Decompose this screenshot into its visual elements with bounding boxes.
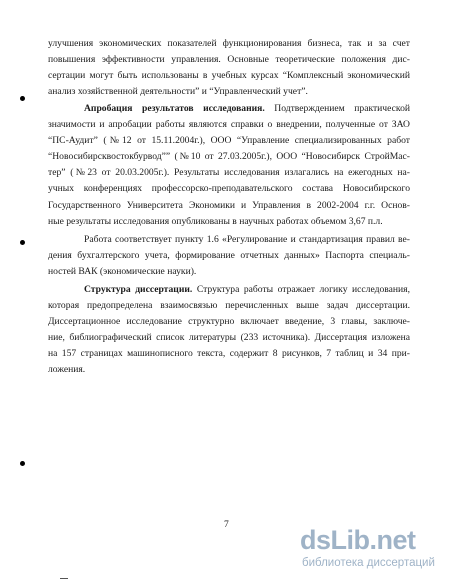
section-heading-structure: Структура диссертации. xyxy=(84,284,193,295)
scan-mark-dash xyxy=(60,578,68,579)
scan-mark-dot xyxy=(20,96,25,101)
text-line: “ПС-Аудит” (№12 от 15.11.2004г.), ООО “Управление специализированных работ xyxy=(48,135,410,147)
section-heading-approbation: Апробация результатов исследования. xyxy=(84,103,265,114)
text-line: тер” (№23 от 20.03.2005г.). Результаты исследования излагались на ежегодных на- xyxy=(48,167,410,179)
text-line: Диссертационное исследование структурно включает введение, 3 главы, заключе- xyxy=(48,316,410,328)
scan-mark-dot xyxy=(20,240,25,245)
text-line: ные результаты исследования опубликованы в научных работах объемом 3,67 п.л. xyxy=(48,215,383,227)
text-line: “Новосибирсквостокбурвод”” (№10 от 27.03.2005г.), ООО “Новосибирск СтройМас- xyxy=(48,151,410,163)
text-line xyxy=(48,101,410,117)
text-line: ложения. xyxy=(48,364,86,376)
text-line: ние, библиографический список литературы (233 источника). Диссертация изложена xyxy=(48,332,410,344)
paragraph-approbation xyxy=(48,101,410,230)
text-line: ностей ВАК (экономические науки). xyxy=(48,266,197,278)
text-line: дения бухгалтерского учета, формирование отчетных данных» Паспорта специаль- xyxy=(48,250,410,262)
text-line: Государственного Университета Экономики и Управления в 2002-2004 г.г. Основ- xyxy=(48,199,410,211)
text-line: повышения эффективности управления. Основные теоретические положения дис- xyxy=(48,54,410,66)
text-run: Подтверждением практической xyxy=(264,103,410,114)
paragraph-dissertation-structure xyxy=(48,282,410,379)
text-line: анализ хозяйственной деятельности” и “Управленческий учет”. xyxy=(48,86,308,98)
paragraph-practical-significance xyxy=(48,36,410,100)
text-line xyxy=(48,282,410,298)
text-line: Работа соответствует пункту 1.6 «Регулирование и стандартизация правил ве- xyxy=(84,234,410,245)
watermark-subtitle: библиотека диссертаций xyxy=(302,557,435,569)
text-line: на 157 страницах машинописного текста, содержит 8 рисунков, 7 таблиц и 34 при- xyxy=(48,348,410,360)
dslib-watermark xyxy=(300,525,445,577)
text-line: улучшения экономических показателей функционирования бизнеса, так и за счет xyxy=(48,38,410,49)
watermark-logo: dsLib.net xyxy=(300,525,416,555)
page-number: 7 xyxy=(224,519,229,530)
text-line: учных конференциях профессорско-преподавательского состава Новосибирского xyxy=(48,183,410,195)
paragraph-specialty-passport xyxy=(48,232,410,280)
scan-mark-dot xyxy=(20,461,25,466)
text-run: Структура работы отражает логику исследования, xyxy=(192,284,410,295)
text-line: которая предопределена взаимосвязью перечисленных выше задач диссертации. xyxy=(48,300,410,312)
text-line: значимости и апробации работы являются справки о внедрении, полученные от ЗАО xyxy=(48,119,410,131)
text-line: сертации могут быть использованы в учебных курсах “Комплексный экономический xyxy=(48,70,410,82)
